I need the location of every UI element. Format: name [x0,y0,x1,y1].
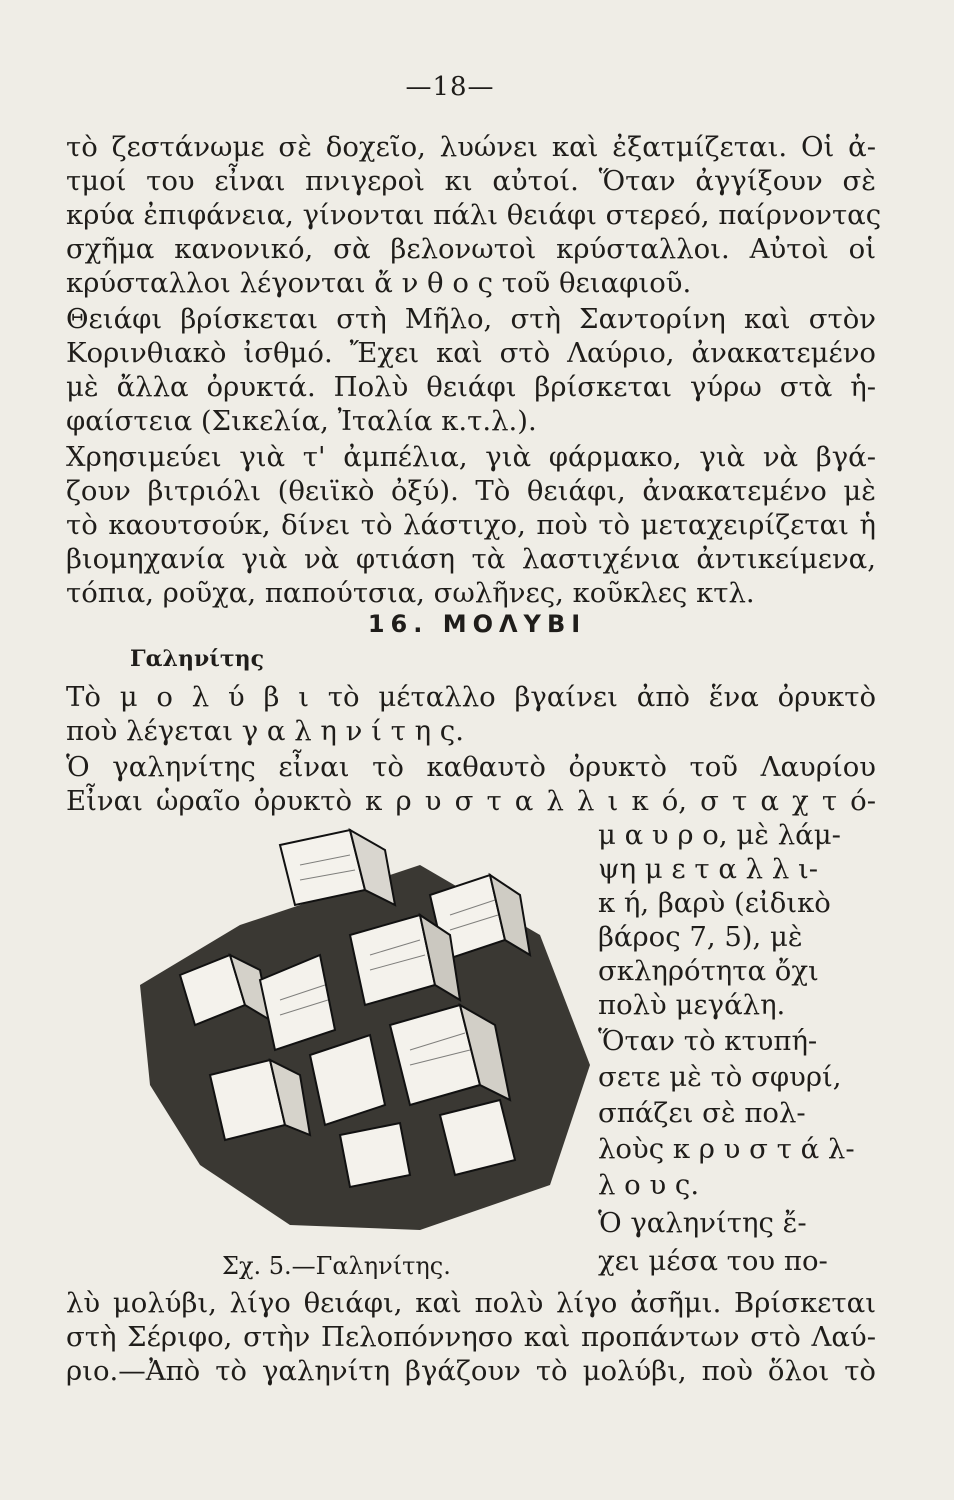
text-line: Ὁ γαληνίτης ἔ- [598,1207,807,1239]
text-line: σπάζει σὲ πολ- [598,1097,806,1129]
text-line: ζουν βιτριόλι (θειϊκὸ ὀξύ). Τὸ θειάφι, ἀνακατεμένο μὲ [66,475,876,507]
text-line: κ ή, βαρὺ (εἰδικὸ [598,887,831,919]
text-line: τμοί του εἶναι πνιγεροὶ κι αὐτοί. Ὅταν ἀγγίξουν σὲ [66,165,876,197]
text-line: βιομηχανία γιὰ νὰ φτιάση τὰ λαστιχένια ἀντικείμενα, [66,543,876,575]
text-line: στὴ Σέριφο, στὴν Πελοπόννησο καὶ προπάντων στὸ Λαύ- [66,1321,876,1353]
text-line: πολὺ μεγάλη. [598,989,786,1021]
text-line: τὸ ζεστάνωμε σὲ δοχεῖο, λυώνει καὶ ἐξατμίζεται. Οἱ ἀ- [66,131,876,163]
text-line: μὲ ἄλλα ὀρυκτά. Πολὺ θειάφι βρίσκεται γύρω στὰ ἡ- [66,371,876,403]
text-line: Κορινθιακὸ ἰσθμό. Ἔχει καὶ στὸ Λαύριο, ἀνακατεμένο [66,337,876,369]
text-line: λοὺς κ ρ υ σ τ ά λ- [598,1133,855,1165]
galena-crystal-illustration [120,805,600,1235]
text-line: ριο.—Ἀπὸ τὸ γαληνίτη βγάζουν τὸ μολύβι, ποὺ ὅλοι τὸ [66,1355,876,1387]
text-line: σετε μὲ τὸ σφυρί, [598,1061,842,1093]
section-heading: 16. ΜΟΛΥΒΙ [367,610,587,638]
text-line: σκληρότητα ὄχι [598,955,819,987]
text-line: Ὅταν τὸ κτυπή- [598,1025,818,1057]
text-line: μ α υ ρ ο, μὲ λάμ- [598,819,841,851]
text-line: βάρος 7, 5), μὲ [598,921,803,953]
text-line: χει μέσα του πο- [598,1245,828,1277]
text-line: τὸ καουτσούκ, δίνει τὸ λάστιχο, ποὺ τὸ μεταχειρίζεται ἡ [66,509,876,541]
text-line: τόπια, ροῦχα, παπούτσια, σωλῆνες, κοῦκλες κτλ. [66,577,755,609]
text-line: λ ο υ ς. [598,1169,700,1201]
text-line: Θειάφι βρίσκεται στὴ Μῆλο, στὴ Σαντορίνη καὶ στὸν [66,303,876,335]
text-line: κρύα ἐπιφάνεια, γίνονται πάλι θειάφι στερεό, παίρνοντας [66,199,882,231]
side-heading: Γαληνίτης [130,646,265,672]
text-line: φαίστεια (Σικελία, Ἰταλία κ.τ.λ.). [66,405,537,437]
figure-caption: Σχ. 5.—Γαληνίτης. [222,1252,451,1280]
text-line: κρύσταλλοι λέγονται ἄ ν θ ο ς τοῦ θειαφιοῦ. [66,267,692,299]
text-line: Τὸ μ ο λ ύ β ι τὸ μέταλλο βγαίνει ἀπὸ ἕνα ὀρυκτὸ [66,681,876,713]
text-line: σχῆμα κανονικό, σὰ βελονωτοὶ κρύσταλλοι. Αὐτοὶ οἱ [66,233,876,265]
text-line: Ὁ γαληνίτης εἶναι τὸ καθαυτὸ ὀρυκτὸ τοῦ Λαυρίου [66,751,876,783]
text-line: λὺ μολύβι, λίγο θειάφι, καὶ πολὺ λίγο ἀσῆμι. Βρίσκεται [66,1287,876,1319]
page-number: —18— [405,72,495,102]
text-line: Χρησιμεύει γιὰ τ' ἀμπέλια, γιὰ φάρμακο, γιὰ νὰ βγά- [66,441,876,473]
text-line: ποὺ λέγεται γ α λ η ν ί τ η ς. [66,715,464,747]
text-line: Εἶναι ὡραῖο ὀρυκτὸ κ ρ υ σ τ α λ λ ι κ ό, σ τ α χ τ ό- [66,785,876,817]
text-line: ψη μ ε τ α λ λ ι- [598,853,819,885]
